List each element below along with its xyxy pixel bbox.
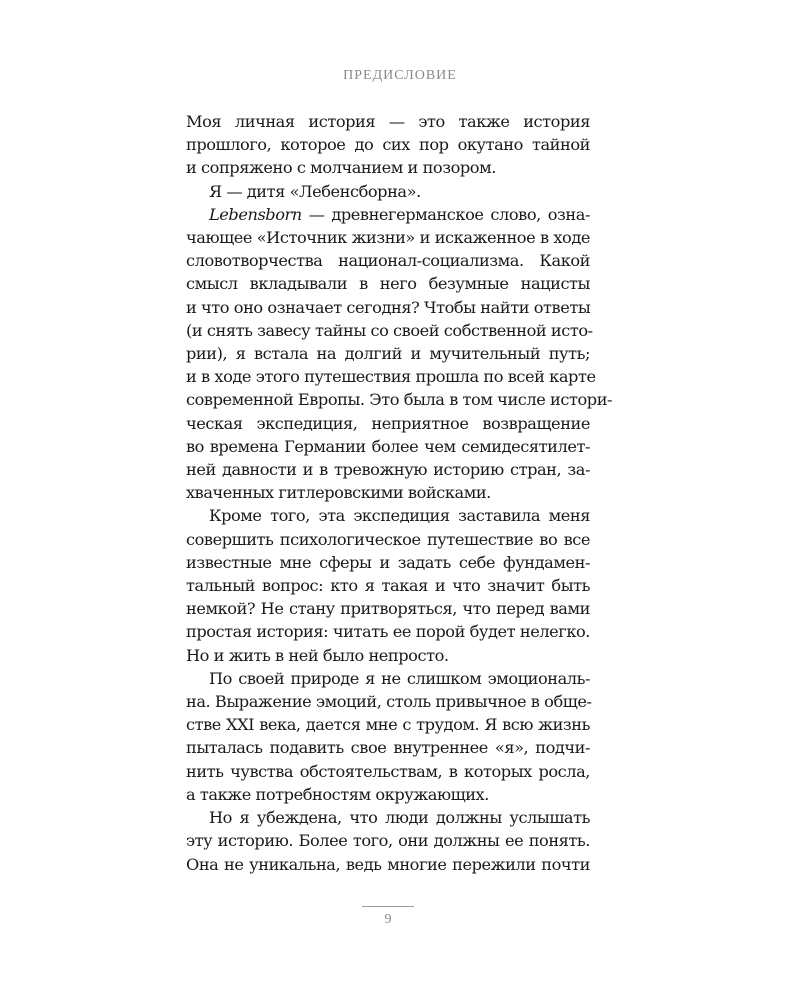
text-line: [186, 203, 590, 226]
text-line: рии), я встала на долгий и мучительный путь;: [186, 344, 590, 364]
text-line: ческая экспедиция, неприятное возвращение: [186, 413, 590, 433]
text-line: немкой? Не стану притворяться, что перед вами: [186, 599, 590, 619]
text-line: на. Выражение эмоций, столь привычное в обще-: [186, 692, 592, 712]
text-line: и сопряжено с молчанием и позором.: [186, 158, 496, 178]
text-line: совершить психологическое путешествие во все: [186, 529, 590, 549]
text-line: тальный вопрос: кто я такая и что значит быть: [186, 576, 590, 596]
text-line: современной Европы. Это была в том числе истори-: [186, 390, 613, 410]
text-line: Она не уникальна, ведь многие пережили почти: [186, 854, 590, 874]
running-header: ПРЕДИСЛОВИЕ: [343, 68, 457, 83]
text-line: смысл вкладывали в него безумные нацисты: [186, 274, 590, 294]
text-line: (и снять завесу тайны со своей собственной исто-: [186, 320, 593, 340]
text-line: хваченных гитлеровскими войсками.: [186, 483, 491, 503]
text-line: ней давности и в тревожную историю стран, за-: [186, 460, 590, 480]
text-line: По своей природе я не слишком эмоциональ-: [209, 668, 590, 688]
text-line: Моя личная история — это также история: [186, 112, 590, 131]
text-line: во времена Германии более чем семидесятилет-: [186, 436, 590, 456]
text-line: пыталась подавить свое внутреннее «я», подчи-: [186, 738, 590, 758]
text-line: эту историю. Более того, они должны ее понять.: [186, 831, 590, 851]
text-line: Кроме того, эта экспедиция заставила меня: [209, 506, 590, 526]
text-line: стве XXI века, дается мне с трудом. Я всю жизнь: [186, 715, 590, 735]
text-line: простая история: читать ее порой будет нелегко.: [186, 622, 590, 642]
page-number: 9: [384, 912, 392, 927]
text-line: Но я убеждена, что люди должны услышать: [209, 808, 590, 828]
text-line: и что оно означает сегодня? Чтобы найти ответы: [186, 297, 591, 317]
text-line: а также потребностям окружающих.: [186, 784, 489, 804]
text-line: и в ходе этого путешествия прошла по всей карте: [186, 367, 596, 387]
text-line: Я — дитя «Лебенсборна».: [209, 181, 421, 201]
text-line: нить чувства обстоятельствам, в которых росла,: [186, 761, 590, 781]
text-line: Но и жить в ней было непросто.: [186, 645, 449, 665]
text-line-rest: — древнегерманское слово, озна-: [308, 204, 590, 224]
text-line: словотворчества национал-социализма. Какой: [186, 251, 590, 271]
body-text: [186, 110, 613, 876]
italic-term: Lebensborn: [209, 204, 302, 224]
text-line: чающее «Источник жизни» и искаженное в ходе: [186, 228, 590, 248]
text-line: прошлого, которое до сих пор окутано тайной: [186, 135, 590, 155]
footer-divider: [362, 906, 414, 907]
text-line: известные мне сферы и задать себе фундамен-: [186, 552, 590, 572]
